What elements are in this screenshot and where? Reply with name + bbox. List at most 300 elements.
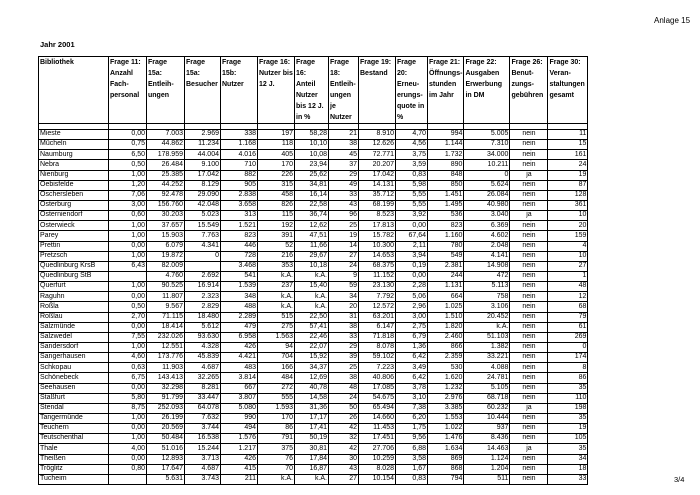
table-cell: 728: [221, 251, 258, 261]
table-cell: 14.131: [359, 180, 396, 190]
table-cell: 15.782: [359, 231, 396, 241]
table-cell: 36,74: [295, 211, 329, 221]
table-row: [39, 393, 588, 403]
table-cell: 20: [329, 302, 359, 312]
table-cell: 338: [221, 130, 258, 140]
table-row: [39, 353, 588, 363]
table-cell: 44.252: [147, 180, 185, 190]
table-cell: 25: [329, 363, 359, 373]
table-cell: 118: [258, 140, 295, 150]
library-name-cell: Seehausen: [39, 383, 109, 393]
column-header: Frage 20: Erneu- erungs- quote in %: [396, 57, 428, 124]
library-name-cell: Schkopau: [39, 363, 109, 373]
table-cell: 3,92: [396, 211, 428, 221]
table-cell: 8: [548, 363, 588, 373]
table-cell: 1.593: [258, 403, 295, 413]
column-header: Frage 15a: Entleih- ungen: [147, 57, 185, 124]
table-row: [39, 322, 588, 332]
table-cell: 1,00: [109, 221, 147, 231]
table-cell: 70: [258, 464, 295, 474]
table-row: [39, 332, 588, 342]
table-cell: k.A.: [258, 292, 295, 302]
table-row: [39, 231, 588, 241]
table-cell: 45: [329, 150, 359, 160]
table-cell: 1.131: [428, 282, 464, 292]
table-cell: 0,00: [396, 221, 428, 231]
table-cell: 198: [548, 403, 588, 413]
table-cell: 7.763: [185, 231, 221, 241]
table-cell: 19.872: [147, 251, 185, 261]
table-cell: 2.381: [428, 261, 464, 271]
table-cell: 18: [548, 464, 588, 474]
table-cell: 1: [548, 271, 588, 281]
annex-label: Anlage 15: [654, 16, 691, 25]
table-cell: 483: [221, 363, 258, 373]
library-name-cell: Oebisfelde: [39, 180, 109, 190]
table-cell: 869: [428, 454, 464, 464]
table-cell: 4.760: [147, 271, 185, 281]
table-cell: 415: [221, 464, 258, 474]
table-cell: 38: [329, 140, 359, 150]
table-cell: 472: [464, 271, 510, 281]
table-cell: k.A.: [295, 474, 329, 484]
table-cell: 2.323: [185, 292, 221, 302]
table-cell: 161: [548, 150, 588, 160]
table-cell: 39: [329, 353, 359, 363]
table-cell: 1.232: [428, 383, 464, 393]
table-cell: 353: [258, 261, 295, 271]
table-cell: 4.341: [185, 241, 221, 251]
table-cell: 7,06: [109, 190, 147, 200]
table-cell: nein: [510, 231, 548, 241]
table-cell: 1.124: [464, 454, 510, 464]
table-cell: 791: [258, 434, 295, 444]
table-cell: 3.744: [185, 424, 221, 434]
table-cell: 541: [221, 271, 258, 281]
table-cell: 3.807: [221, 393, 258, 403]
table-cell: 24: [548, 160, 588, 170]
table-row: [39, 271, 588, 281]
table-cell: 17.451: [359, 434, 396, 444]
table-cell: 65.494: [359, 403, 396, 413]
library-name-cell: Querfurt: [39, 282, 109, 292]
table-cell: 19: [548, 424, 588, 434]
table-cell: 59.102: [359, 353, 396, 363]
table-cell: 11.903: [147, 363, 185, 373]
table-cell: 72.771: [359, 150, 396, 160]
table-cell: 6,50: [109, 150, 147, 160]
table-cell: nein: [510, 373, 548, 383]
table-row: [39, 282, 588, 292]
table-cell: 38: [329, 373, 359, 383]
table-cell: 25.385: [147, 170, 185, 180]
table-row: [39, 403, 588, 413]
table-cell: 2,75: [396, 322, 428, 332]
table-cell: 23,94: [295, 160, 329, 170]
table-cell: 178.959: [147, 150, 185, 160]
table-cell: 86: [548, 373, 588, 383]
table-cell: 10.444: [464, 413, 510, 423]
table-cell: 5.005: [464, 130, 510, 140]
library-name-cell: Tucheim: [39, 474, 109, 484]
table-cell: 3,59: [396, 160, 428, 170]
table-cell: 850: [428, 180, 464, 190]
table-cell: 35.712: [359, 190, 396, 200]
table-cell: 170: [258, 413, 295, 423]
table-cell: nein: [510, 241, 548, 251]
table-cell: 16,14: [295, 190, 329, 200]
table-cell: 20.569: [147, 424, 185, 434]
table-cell: 7.003: [147, 130, 185, 140]
table-cell: 44.004: [185, 150, 221, 160]
table-cell: 57,41: [295, 322, 329, 332]
library-name-cell: Mücheln: [39, 140, 109, 150]
table-cell: 12.626: [359, 140, 396, 150]
table-cell: 3,49: [396, 363, 428, 373]
table-cell: nein: [510, 393, 548, 403]
table-cell: nein: [510, 353, 548, 363]
table-cell: 9,56: [396, 434, 428, 444]
table-cell: 237: [258, 282, 295, 292]
column-header: Frage 26: Benut- zungs- gebühren: [510, 57, 548, 124]
table-cell: 71.818: [359, 332, 396, 342]
table-cell: 4.687: [185, 464, 221, 474]
table-cell: 34,81: [295, 180, 329, 190]
table-cell: 1.217: [221, 444, 258, 454]
table-cell: 14.653: [359, 251, 396, 261]
table-cell: 2,11: [396, 241, 428, 251]
table-cell: ja: [510, 444, 548, 454]
table-cell: 1,00: [109, 282, 147, 292]
table-cell: 0,83: [396, 474, 428, 484]
table-cell: nein: [510, 292, 548, 302]
table-cell: 11.807: [147, 292, 185, 302]
table-cell: nein: [510, 464, 548, 474]
table-cell: 37.657: [147, 221, 185, 231]
table-cell: 1,00: [109, 170, 147, 180]
page-number: 3/4: [674, 475, 685, 484]
table-cell: 15,92: [295, 353, 329, 363]
table-cell: 664: [428, 292, 464, 302]
table-cell: 710: [221, 160, 258, 170]
table-cell: 0,00: [109, 424, 147, 434]
table-cell: 5.631: [147, 474, 185, 484]
table-cell: 12.551: [147, 342, 185, 352]
table-cell: 156.760: [147, 200, 185, 210]
table-cell: 17.042: [359, 170, 396, 180]
table-cell: 22,46: [295, 332, 329, 342]
table-cell: ja: [510, 211, 548, 221]
table-cell: 272: [258, 383, 295, 393]
table-cell: 6.958: [221, 332, 258, 342]
table-cell: 1.495: [428, 200, 464, 210]
table-cell: 1,75: [396, 424, 428, 434]
table-cell: 484: [258, 373, 295, 383]
table-cell: 375: [258, 444, 295, 454]
table-cell: 9: [329, 271, 359, 281]
table-cell: 47,51: [295, 231, 329, 241]
column-header: Frage 22: Ausgaben Erwerbung in DM: [464, 57, 510, 124]
table-cell: 18.414: [147, 322, 185, 332]
table-cell: 17.647: [147, 464, 185, 474]
table-cell: 25,62: [295, 170, 329, 180]
table-cell: 0,00: [396, 271, 428, 281]
table-cell: 0,60: [109, 211, 147, 221]
table-cell: 17,41: [295, 424, 329, 434]
table-cell: nein: [510, 160, 548, 170]
table-cell: 0,00: [109, 241, 147, 251]
table-cell: 25: [329, 221, 359, 231]
table-cell: 61: [548, 322, 588, 332]
table-cell: 42: [329, 444, 359, 454]
table-cell: 90.525: [147, 282, 185, 292]
table-cell: 5.023: [185, 211, 221, 221]
table-cell: 3,00: [396, 312, 428, 322]
table-cell: 87: [548, 180, 588, 190]
table-cell: 994: [428, 130, 464, 140]
table-cell: nein: [510, 363, 548, 373]
table-cell: nein: [510, 434, 548, 444]
table-cell: 5,98: [396, 180, 428, 190]
column-header: Bibliothek: [39, 57, 109, 124]
table-cell: 44.862: [147, 140, 185, 150]
table-cell: 20: [548, 221, 588, 231]
table-cell: 511: [464, 474, 510, 484]
table-cell: 174: [548, 353, 588, 363]
table-cell: 17,17: [295, 413, 329, 423]
table-cell: 23.130: [359, 282, 396, 292]
table-cell: 2,96: [396, 302, 428, 312]
table-cell: 42: [329, 424, 359, 434]
table-cell: nein: [510, 383, 548, 393]
table-cell: 12: [548, 292, 588, 302]
table-cell: 1.451: [428, 190, 464, 200]
table-cell: nein: [510, 424, 548, 434]
table-cell: 2.976: [428, 393, 464, 403]
table-cell: 4.016: [221, 150, 258, 160]
table-cell: 49: [329, 180, 359, 190]
table-cell: 6,43: [109, 261, 147, 271]
table-cell: 115: [258, 211, 295, 221]
table-row: [39, 292, 588, 302]
table-cell: nein: [510, 342, 548, 352]
table-cell: 868: [428, 464, 464, 474]
table-cell: 18.480: [185, 312, 221, 322]
table-cell: 3,75: [396, 150, 428, 160]
table-cell: 15.244: [185, 444, 221, 454]
table-cell: nein: [510, 140, 548, 150]
table-cell: k.A.: [258, 474, 295, 484]
table-cell: 58,28: [295, 130, 329, 140]
table-cell: 905: [221, 180, 258, 190]
table-row: [39, 373, 588, 383]
table-cell: 11: [548, 130, 588, 140]
library-name-cell: Osterwieck: [39, 221, 109, 231]
library-name-cell: Quedlinburg StB: [39, 271, 109, 281]
table-cell: 758: [464, 292, 510, 302]
table-cell: 211: [221, 474, 258, 484]
table-cell: 17.042: [185, 170, 221, 180]
table-cell: 12,62: [295, 221, 329, 231]
table-row: [39, 130, 588, 140]
table-cell: 5.612: [185, 322, 221, 332]
table-cell: 170: [258, 160, 295, 170]
table-cell: 890: [428, 160, 464, 170]
table-cell: 68.375: [359, 261, 396, 271]
table-cell: 5.624: [464, 180, 510, 190]
table-cell: 35: [548, 383, 588, 393]
table-row: [39, 383, 588, 393]
table-cell: 40.980: [464, 200, 510, 210]
library-statistics-table: [38, 56, 588, 485]
table-cell: 1.476: [428, 434, 464, 444]
library-name-cell: Sangerhausen: [39, 353, 109, 363]
table-row: [39, 363, 588, 373]
table-cell: 68.718: [464, 393, 510, 403]
table-cell: nein: [510, 200, 548, 210]
table-cell: 5.080: [221, 403, 258, 413]
table-cell: 12,69: [295, 373, 329, 383]
library-name-cell: Prettin: [39, 241, 109, 251]
table-cell: 1.563: [258, 332, 295, 342]
table-cell: 76: [258, 454, 295, 464]
table-cell: 26.484: [147, 160, 185, 170]
table-row: [39, 180, 588, 190]
table-cell: 3.106: [464, 302, 510, 312]
table-cell: 17.813: [359, 221, 396, 231]
table-cell: 1.634: [428, 444, 464, 454]
library-name-cell: Thale: [39, 444, 109, 454]
table-cell: 7,55: [109, 332, 147, 342]
table-cell: 27: [329, 474, 359, 484]
table-cell: 67,64: [396, 231, 428, 241]
table-cell: 826: [258, 200, 295, 210]
table-cell: 3,00: [109, 200, 147, 210]
table-cell: 2.692: [185, 271, 221, 281]
table-cell: 0,00: [109, 454, 147, 464]
table-cell: 60.232: [464, 403, 510, 413]
table-row: [39, 302, 588, 312]
library-name-cell: Roßlau: [39, 312, 109, 322]
table-cell: 0,75: [109, 140, 147, 150]
table-cell: nein: [510, 190, 548, 200]
table-cell: 446: [221, 241, 258, 251]
library-name-cell: Salzwedel: [39, 332, 109, 342]
table-row: [39, 434, 588, 444]
library-name-cell: Nebra: [39, 160, 109, 170]
table-cell: 3.468: [221, 261, 258, 271]
table-cell: 3.814: [221, 373, 258, 383]
table-cell: 5,06: [396, 292, 428, 302]
table-cell: 11,66: [295, 241, 329, 251]
table-cell: 32: [329, 434, 359, 444]
table-cell: [109, 474, 147, 484]
table-cell: 24: [329, 261, 359, 271]
table-cell: 4,00: [109, 444, 147, 454]
table-cell: 17.085: [359, 383, 396, 393]
table-cell: 50,19: [295, 434, 329, 444]
table-cell: [185, 261, 221, 271]
table-row: [39, 312, 588, 322]
table-cell: 105: [548, 434, 588, 444]
table-cell: 6,20: [396, 413, 428, 423]
table-cell: 458: [258, 190, 295, 200]
table-cell: 5.113: [464, 282, 510, 292]
table-cell: 14.660: [359, 413, 396, 423]
table-cell: 26.199: [147, 413, 185, 423]
table-cell: 1,00: [109, 342, 147, 352]
table-cell: 17,84: [295, 454, 329, 464]
table-cell: 244: [428, 271, 464, 281]
table-cell: 51.103: [464, 332, 510, 342]
table-cell: 128: [548, 190, 588, 200]
table-cell: 6,88: [396, 444, 428, 454]
table-cell: 275: [258, 322, 295, 332]
library-name-cell: Staßfurt: [39, 393, 109, 403]
table-cell: k.A.: [295, 271, 329, 281]
table-cell: 110: [548, 393, 588, 403]
table-cell: 2,28: [396, 282, 428, 292]
table-cell: 0,19: [396, 261, 428, 271]
table-cell: 68.199: [359, 200, 396, 210]
table-cell: 4,70: [396, 130, 428, 140]
table-cell: 1,00: [109, 251, 147, 261]
table-cell: 34: [329, 292, 359, 302]
table-cell: 37: [329, 160, 359, 170]
table-cell: 6,42: [396, 353, 428, 363]
table-cell: 0: [185, 251, 221, 261]
table-cell: 882: [221, 170, 258, 180]
table-cell: 31,36: [295, 403, 329, 413]
table-row: [39, 424, 588, 434]
table-cell: 1,20: [109, 180, 147, 190]
table-cell: 4: [548, 241, 588, 251]
library-name-cell: Teutschenthal: [39, 434, 109, 444]
table-row: [39, 200, 588, 210]
table-cell: 4.328: [185, 342, 221, 352]
table-cell: 22,07: [295, 342, 329, 352]
table-cell: 12.572: [359, 302, 396, 312]
table-cell: 14.908: [464, 261, 510, 271]
table-cell: 8.028: [359, 464, 396, 474]
table-cell: 794: [428, 474, 464, 484]
table-cell: 2,70: [109, 312, 147, 322]
table-cell: 15: [548, 140, 588, 150]
table-cell: k.A.: [295, 302, 329, 312]
table-cell: 24: [329, 393, 359, 403]
table-cell: 4.687: [185, 363, 221, 373]
table-cell: 82.009: [147, 261, 185, 271]
table-cell: 5,55: [396, 200, 428, 210]
table-cell: 29: [329, 342, 359, 352]
table-cell: 20.207: [359, 160, 396, 170]
table-cell: 11.234: [185, 140, 221, 150]
table-cell: 16,87: [295, 464, 329, 474]
table-cell: 29: [329, 170, 359, 180]
table-cell: 159: [548, 231, 588, 241]
table-cell: 6.147: [359, 322, 396, 332]
table-cell: 2.359: [428, 353, 464, 363]
year-heading: Jahr 2001: [40, 40, 75, 49]
table-cell: 1.204: [464, 464, 510, 474]
library-name-cell: Mieste: [39, 130, 109, 140]
table-cell: 9.567: [147, 302, 185, 312]
table-cell: 15.903: [147, 231, 185, 241]
table-cell: 3.385: [428, 403, 464, 413]
table-cell: 4,56: [396, 140, 428, 150]
table-row: [39, 342, 588, 352]
column-header: Frage 16: Anteil Nutzer bis 12 J. in %: [295, 57, 329, 124]
